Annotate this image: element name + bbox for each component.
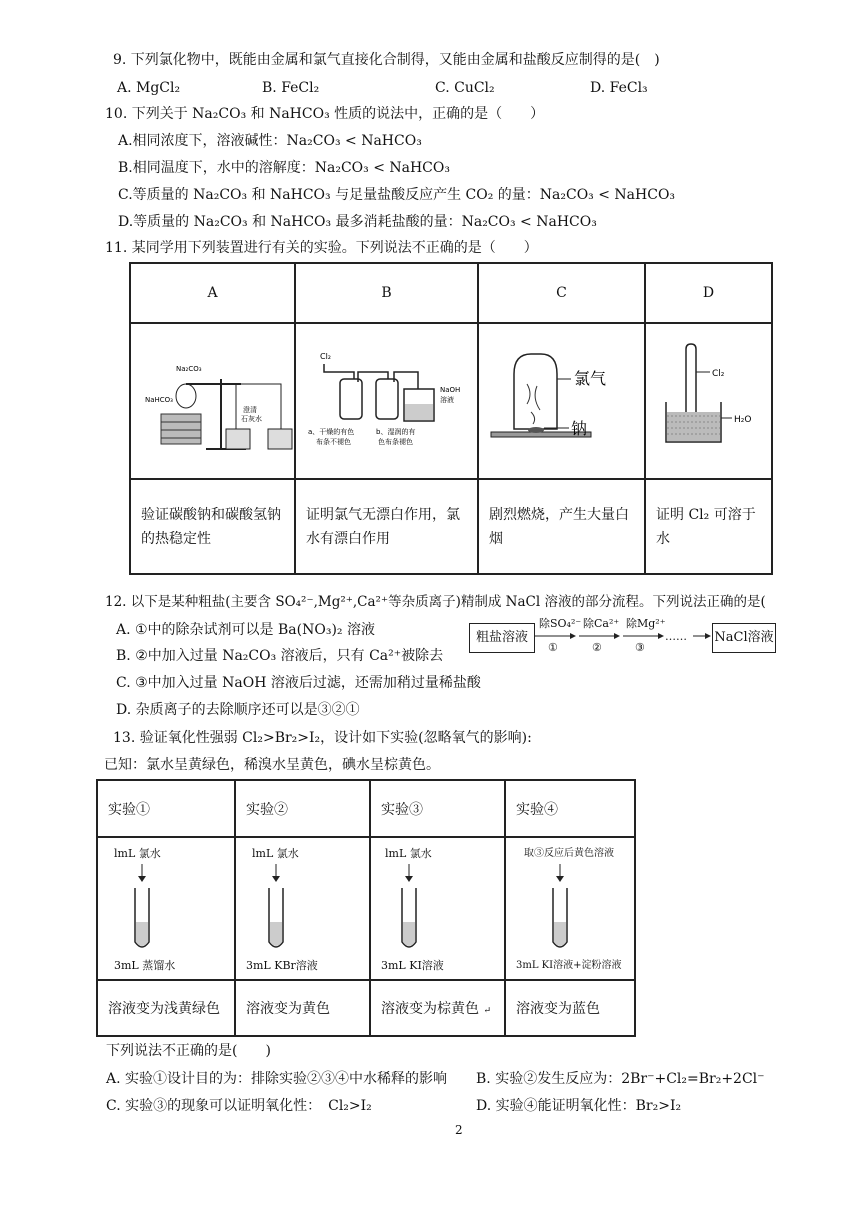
q13-bottom-reagent-2: 3mL KBr溶液 — [246, 959, 318, 972]
q11-figure-b — [295, 323, 478, 479]
q13-result-3 — [370, 980, 505, 1036]
label-chlorine: 氯气 — [574, 369, 607, 388]
flow-step-2-label: 除Ca²⁺ — [583, 617, 620, 630]
q13-figure-2 — [235, 837, 370, 980]
apparatus-b-figure — [296, 324, 477, 474]
label-a-line1: a、干燥的有色 — [308, 428, 355, 436]
q13-top-reagent-1: lmL 氯水 — [114, 847, 161, 860]
q13-table — [96, 779, 636, 1037]
label-limewater-1: 澄清 — [243, 406, 257, 414]
q13-known: 已知：氯水呈黄绿色，稀溴水呈黄色，碘水呈棕黄色。 — [104, 757, 440, 773]
q12-option-b: B. ②中加入过量 Na₂CO₃ 溶液后，只有 Ca²⁺被除去 — [116, 648, 444, 664]
q11-stem: 11. 某同学用下列装置进行有关的实验。下列说法不正确的是（ ） — [105, 240, 538, 256]
flow-step-3-label: 除Mg²⁺ — [626, 617, 666, 630]
q9-option-d: D. FeCl₃ — [590, 80, 648, 96]
flow-step-1-num: ① — [548, 641, 558, 654]
label-limewater-2: 石灰水 — [241, 415, 262, 423]
test-tube-2-icon — [262, 862, 302, 954]
q13-header-4: 实验④ — [505, 780, 635, 837]
q9-option-a: A. MgCl₂ — [117, 80, 181, 96]
flow-step-1-label: 除SO₄²⁻ — [539, 617, 582, 630]
q13-top-reagent-4: 取③反应后黄色溶液 — [524, 848, 614, 859]
q11-header-b: B — [295, 263, 478, 323]
flow-dots: …… — [665, 630, 687, 643]
q10-option-b: B.相同温度下，水中的溶解度：Na₂CO₃ < NaHCO₃ — [118, 160, 450, 176]
test-tube-1-icon — [128, 862, 168, 954]
q13-result-1: 溶液变为浅黄绿色 — [97, 980, 235, 1036]
flow-start-box: 粗盐溶液 — [469, 623, 535, 653]
label-cl2-d: Cl₂ — [712, 369, 725, 379]
q13-option-c: C. 实验③的现象可以证明氧化性： Cl₂>I₂ — [106, 1098, 372, 1114]
label-nahco3: NaHCO₃ — [145, 396, 173, 404]
q11-figure-d — [645, 323, 772, 479]
label-b-line1: b、湿润的有 — [376, 428, 416, 436]
flow-end-box: NaCl溶液 — [712, 623, 776, 653]
test-tube-4-icon — [546, 862, 586, 954]
label-cl2: Cl₂ — [320, 352, 332, 361]
q13-result-3-text: 溶液变为棕黄色 — [381, 1001, 479, 1017]
label-naoh-1: NaOH — [440, 386, 461, 394]
q13-question: 下列说法不正确的是( ) — [106, 1043, 271, 1059]
q13-result-2: 溶液变为黄色 — [235, 980, 370, 1036]
q13-stray-mark: ↵ — [483, 1006, 491, 1016]
q13-header-1: 实验① — [97, 780, 235, 837]
q13-option-b: B. 实验②发生反应为：2Br⁻+Cl₂=Br₂+2Cl⁻ — [476, 1071, 765, 1087]
q11-conclusion-c: 剧烈燃烧，产生大量白烟 — [478, 479, 645, 574]
q11-conclusion-a: 验证碳酸钠和碳酸氢钠的热稳定性 — [130, 479, 295, 574]
q12-option-d: D. 杂质离子的去除顺序还可以是③②① — [116, 702, 360, 718]
flow-step-3-num: ③ — [635, 641, 645, 654]
q13-bottom-reagent-1: 3mL 蒸馏水 — [114, 959, 176, 972]
label-sodium: 钠 — [571, 419, 588, 438]
test-tube-3-icon — [395, 862, 435, 954]
q9-option-c: C. CuCl₂ — [435, 80, 495, 96]
flow-step-2-num: ② — [592, 641, 602, 654]
q10-stem: 10. 下列关于 Na₂CO₃ 和 NaHCO₃ 性质的说法中，正确的是（ ） — [105, 106, 545, 122]
label-a-line2: 布条不褪色 — [316, 438, 351, 446]
label-na2co3: Na₂CO₃ — [176, 365, 202, 373]
q11-conclusion-b: 证明氯气无漂白作用，氯水有漂白作用 — [295, 479, 478, 574]
label-h2o: H₂O — [734, 415, 752, 425]
q10-option-d: D.等质量的 Na₂CO₃ 和 NaHCO₃ 最多消耗盐酸的量：Na₂CO₃ < NaHCO₃ — [118, 214, 597, 230]
q11-header-a: A — [130, 263, 295, 323]
q13-figure-4 — [505, 837, 635, 980]
q13-top-reagent-3: lmL 氯水 — [385, 847, 432, 860]
q9-option-b: B. FeCl₂ — [262, 80, 320, 96]
q12-option-c: C. ③中加入过量 NaOH 溶液后过滤，还需加稍过量稀盐酸 — [116, 675, 481, 691]
q12-stem: 12. 以下是某种粗盐(主要含 SO₄²⁻,Mg²⁺,Ca²⁺等杂质离子)精制成 NaCl 溶液的部分流程。下列说法正确的是( — [105, 594, 766, 610]
q10-option-c: C.等质量的 Na₂CO₃ 和 NaHCO₃ 与足量盐酸反应产生 CO₂ 的量：Na₂CO₃ < NaHCO₃ — [118, 187, 676, 203]
q13-result-4: 溶液变为蓝色 — [505, 980, 635, 1036]
q13-figure-3 — [370, 837, 505, 980]
q13-option-d: D. 实验④能证明氧化性：Br₂>I₂ — [476, 1098, 682, 1114]
q10-option-a: A.相同浓度下，溶液碱性：Na₂CO₃ < NaHCO₃ — [118, 133, 422, 149]
q13-bottom-reagent-4: 3mL KI溶液+淀粉溶液 — [516, 960, 622, 971]
q13-stem: 13. 验证氧化性强弱 Cl₂>Br₂>I₂，设计如下实验(忽略氧气的影响): — [113, 730, 532, 746]
q11-header-c: C — [478, 263, 645, 323]
q13-header-2: 实验② — [235, 780, 370, 837]
q11-table — [129, 262, 773, 575]
q13-figure-1 — [97, 837, 235, 980]
label-b-line2: 色布条褪色 — [378, 438, 413, 446]
apparatus-a-figure — [131, 324, 294, 474]
q13-top-reagent-2: lmL 氯水 — [252, 847, 299, 860]
page-number: 2 — [455, 1123, 463, 1137]
q11-figure-c — [478, 323, 645, 479]
q13-option-a: A. 实验①设计目的为：排除实验②③④中水稀释的影响 — [106, 1071, 448, 1087]
q11-figure-a — [130, 323, 295, 479]
q13-bottom-reagent-3: 3mL KI溶液 — [381, 959, 444, 972]
q9-stem: 9. 下列氯化物中，既能由金属和氯气直接化合制得，又能由金属和盐酸反应制得的是( ) — [113, 52, 660, 68]
q12-option-a: A. ①中的除杂试剂可以是 Ba(NO₃)₂ 溶液 — [116, 622, 375, 638]
q11-header-d: D — [645, 263, 772, 323]
q13-header-3: 实验③ — [370, 780, 505, 837]
q11-conclusion-d: 证明 Cl₂ 可溶于水 — [645, 479, 772, 574]
apparatus-c-figure — [479, 324, 644, 474]
label-naoh-2: 溶液 — [440, 396, 454, 404]
apparatus-d-figure — [646, 324, 771, 474]
